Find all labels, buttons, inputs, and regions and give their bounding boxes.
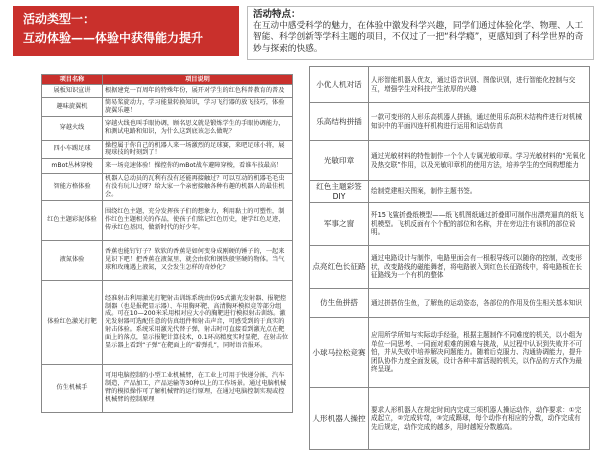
project-desc: 围绕红色主题，充分发挥孩子们的想象力，利用黏土的可塑性，制作红色主题相关的作品，使孩子们铭记红色历史，建学红色足迹，传承红色基因，做新时代的好少年。 xyxy=(103,200,293,240)
table-row xyxy=(42,240,293,280)
project-desc: 操控属于你自己的机器人来一场激烈的足球赛，来吧足球小将，展现球技的时刻到了！ xyxy=(103,140,293,159)
project-desc: 一款可变形的人形乐高机器人拼插，通过使用乐高积木结构件进行对机械知识中的平面四连杆机构进行运用和运动仿真 xyxy=(369,103,590,141)
activity-type-title: 互动体验——体验中获得能力提升 xyxy=(23,31,204,45)
table-row xyxy=(310,246,590,289)
header-project-name: 项目名称 xyxy=(42,75,103,85)
table-row xyxy=(42,98,293,117)
project-name: 液氮体验 xyxy=(42,240,103,280)
table-row xyxy=(42,116,293,140)
features-title: 活动特点： xyxy=(253,9,301,20)
project-name: 光敏印章 xyxy=(310,141,369,181)
header-project-desc: 项目说明 xyxy=(103,75,293,85)
table-row xyxy=(310,318,590,388)
project-name: 小球马拉松竞赛 xyxy=(310,318,369,388)
table-row xyxy=(310,103,590,141)
project-name: 趣味旋翼机 xyxy=(42,98,103,117)
project-name: 人形机器人操控 xyxy=(310,388,369,450)
table-row xyxy=(310,67,590,103)
project-name: 红色主题彩泥体验 xyxy=(42,200,103,240)
project-desc: 穿越火线也叫手眼协调，顾名思义就是锻炼学生的手眼协调能力，和测试电路和知识，为什么这到底该怎么做呢？ xyxy=(103,116,293,140)
project-name: 四小车踢足球 xyxy=(42,140,103,159)
right-project-table xyxy=(309,66,590,450)
table-row xyxy=(310,181,590,203)
features-text: 在互动中感受科学的魅力，在体验中激发科学兴趣，同学们通过体验化学、物理、人工智能、科学创新等学科主题的项目，不仅过了一把“科学瘾”，更感知到了科学世界的奇妙与探索的快感。 xyxy=(253,20,584,54)
project-name: 点亮红色长征路 xyxy=(310,246,369,289)
project-name: 红色主题彩签DIY xyxy=(310,181,369,203)
project-desc: 根据建党一百周年的特殊年份，展开对学生的红色科普教育的普及 xyxy=(103,85,293,98)
table-row xyxy=(310,388,590,450)
project-name: 小优人机对话 xyxy=(310,67,369,103)
project-desc: 要求人形机器人在规定时间内完成三项机器人操运动作，动作要求：①完成起立，②完成转弯，③完成踢球，每个动作有相应的分数，动作完成有先后规定，动作完成的越多，用时越短分数越高。 xyxy=(369,388,590,450)
project-desc: 通过光敏材料的特性制作一个个人专属光敏印章。学习光敏材料的“光氧化及热交联”作用，以及光敏印章机的使用方法，培养学生的空间构想能力 xyxy=(369,141,590,181)
project-desc: 可用电脑控制的小型工业机械臂，在工业上可用于快递分拣，汽车制造，产品加工，产品运输等30种以上的工作场景。通过电脑机械臂的模拟操作可了解机械臂的运行原理，在通过电脑控制实现或控机械臂的控制原理 xyxy=(103,364,293,412)
project-desc: 歼15飞鲨折叠纸模型——纸飞机图纸通过折叠即可制作出漂亮逼真的纸飞机模型。飞机反面有个个配的部位和名称，并在旁边注有该机的部位说明。 xyxy=(369,203,590,246)
project-name: 展板知识宣讲 xyxy=(42,85,103,98)
table-row xyxy=(42,364,293,412)
project-name: 仿生机械手 xyxy=(42,364,103,412)
table-row xyxy=(310,141,590,181)
project-desc: 应用所学所知与实际动手经验，根据主题制作不同难度的机关，以小组为单位一同思考、一同面对艰难的困难与挑战，从过程中认识到失败并不可怕，并从失败中培养解决问题能力。随着后克服力、沟通协调能力，提升团队协作力度全面发展，设计各种丰富活现的机关，以作品的方式作为最终呈现。 xyxy=(369,318,590,388)
project-desc: 人形智能机器人优友，通过语音识别、图像识别，进行智能化控制与交互，增强学生对科技产生浓厚的兴趣 xyxy=(369,67,590,103)
left-project-table xyxy=(41,74,293,413)
activity-type-label: 活动类型一： xyxy=(23,12,96,26)
table-row xyxy=(42,159,293,174)
table-row xyxy=(42,200,293,240)
features-box xyxy=(247,6,594,60)
table-row xyxy=(42,280,293,364)
project-name: 穿越火线 xyxy=(42,116,103,140)
table-row xyxy=(310,203,590,246)
project-desc: 机器人总动员的瓦利有没有还能再接触过？可以互动的机器毛毛虫有没有玩儿过呀？给大家一个亲密接触各种有趣的机器人的最佳机会。 xyxy=(103,174,293,200)
table-row xyxy=(42,174,293,200)
project-name: 军事之窗 xyxy=(310,203,369,246)
project-desc: 简易桨旋动力，学习能量转换知识，学习飞行器的放飞技巧，体验旋翼乐趣！ xyxy=(103,98,293,117)
project-desc: 经准射击利用激光打靶射击训练系统由仿95式激光发射器、报靶控制器（也是报靶显示器）、车用胸环靶、高清胸环模拟竞等部分组成。可在10—200米采用相对应大小的胸靶进行模拟射击训练。激光发射器可选配任意的仿真组件和射击声音，可感受到的于真实的射击体验。系统采用激光代替子弹，射击时可直接看到激光点在靶面上的落点，显示报靶计算技术，0.1环高精度实时显靶，在射击位显示器上看到“子弹”在靶面上的“着弹孔”，同时语音报环。 xyxy=(103,280,293,364)
project-desc: 香蕉也能钉钉子？软软的香蕉是如何变身成刚硬的锤子的，一起来见识下吧！把香蕉在液氮里，就会由软和钢铁般坚硬的物体。当气球和玫瑰遇上液氮，又会发生怎样的奇妙化？ xyxy=(103,240,293,280)
left-table-header-row xyxy=(42,75,293,85)
project-desc: 来一场竞速体验！操控你的mBot战车避障穿梭，看谁车技最高！ xyxy=(103,159,293,174)
table-row xyxy=(42,140,293,159)
project-desc: 通过拼搭仿生鱼，了解鱼的运动姿态，各部位的作用及仿生相关基本知识 xyxy=(369,289,590,318)
project-desc: 通过电路设计与制作，电路里面会有一根根导线可以随你的控制，改变形状，改变路线的磁能舞者，将电路嵌入到红色长征路线中，将电路板在长征路线为一个有机的整体 xyxy=(369,246,590,289)
project-name: 仿生鱼拼搭 xyxy=(310,289,369,318)
project-name: 体验红色激光打靶 xyxy=(42,280,103,364)
table-row xyxy=(310,289,590,318)
project-name: 智能方格体验 xyxy=(42,174,103,200)
project-desc: 绘制党建相关图案，制作主题书签。 xyxy=(369,181,590,203)
table-row xyxy=(42,85,293,98)
project-name: mBot丛林穿梭 xyxy=(42,159,103,174)
project-name: 乐高结构拼插 xyxy=(310,103,369,141)
activity-type-banner xyxy=(13,6,239,56)
